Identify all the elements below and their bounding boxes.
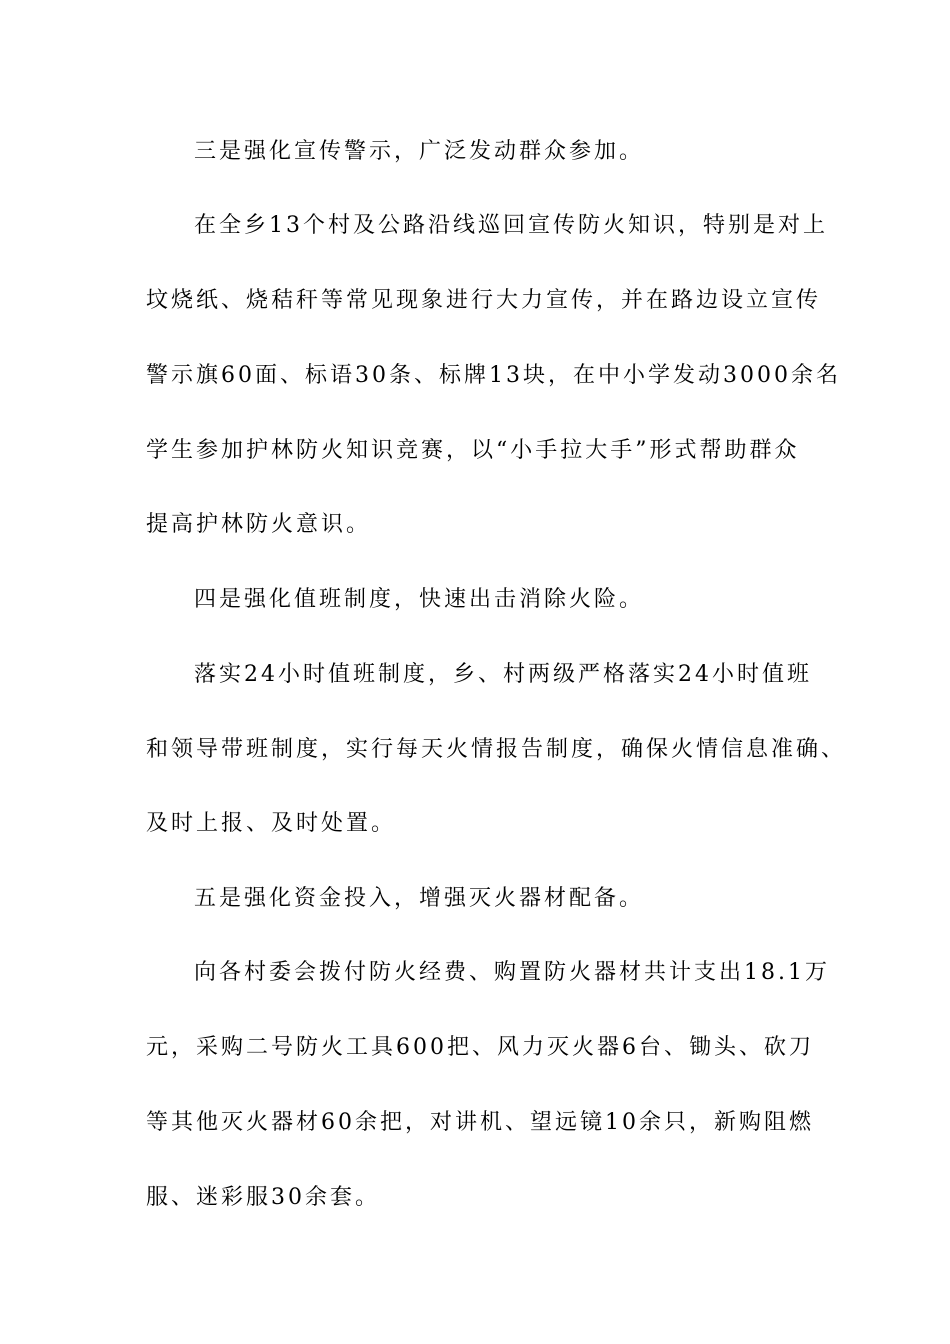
paragraph-line: 坟烧纸、烧秸秆等常见现象进行大力宣传，并在路边设立宣传 (146, 288, 822, 313)
paragraph-line: 在全乡13个村及公路沿线巡回宣传防火知识，特别是对上 (194, 213, 828, 238)
paragraph-line: 等其他灭火器材60余把，对讲机、望远镜10余只，新购阻燃 (146, 1110, 814, 1135)
paragraph-line: 及时上报、及时处置。 (146, 811, 397, 836)
paragraph-line: 元，采购二号防火工具600把、风力灭火器6台、锄头、砍刀 (146, 1035, 814, 1060)
paragraph-line: 落实24小时值班制度，乡、村两级严格落实24小时值班 (194, 662, 812, 687)
paragraph-line: 学生参加护林防火知识竞赛，以“小手拉大手”形式帮助群众 (146, 438, 800, 463)
paragraph-line: 和领导带班制度，实行每天火情报告制度，确保火情信息准确、 (146, 737, 847, 762)
section-heading-3: 三是强化宣传警示，广泛发动群众参加。 (194, 139, 645, 164)
section-heading-4: 四是强化值班制度，快速出击消除火险。 (194, 587, 645, 612)
paragraph-line: 向各村委会拨付防火经费、购置防火器材共计支出18.1万 (194, 960, 830, 985)
paragraph-line: 警示旗60面、标语30条、标牌13块，在中小学发动3000余名 (146, 363, 841, 388)
paragraph-line: 提高护林防火意识。 (146, 512, 372, 537)
paragraph-line: 服、迷彩服30余套。 (146, 1185, 380, 1210)
section-heading-5: 五是强化资金投入，增强灭火器材配备。 (194, 886, 645, 911)
